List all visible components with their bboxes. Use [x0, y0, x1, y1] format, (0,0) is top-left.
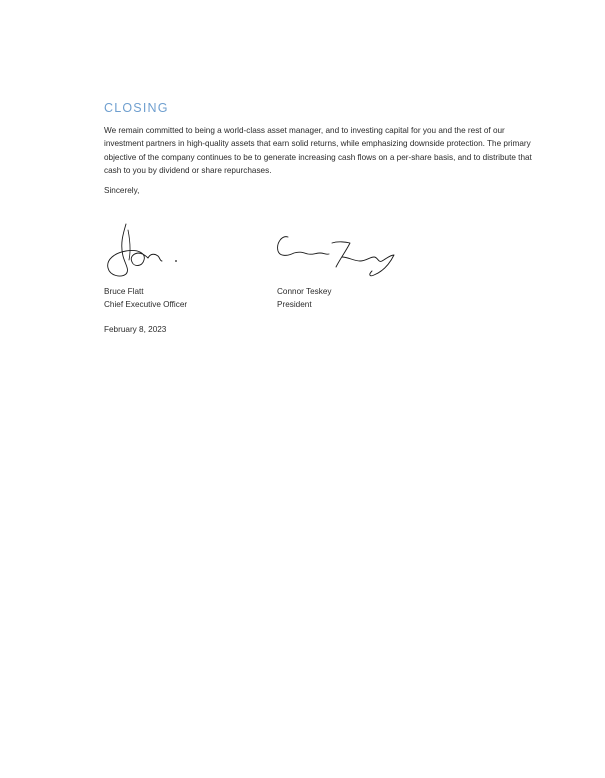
signer-name: Connor Teskey: [277, 287, 332, 296]
signer-block-president: [277, 285, 331, 312]
signer-title: President: [277, 300, 312, 310]
signer-block-ceo: [104, 285, 187, 312]
sincerely-text: Sincerely,: [104, 186, 140, 195]
signer-title: Chief Executive Officer: [104, 300, 188, 310]
closing-paragraph: We remain committed to being a world-class asset manager, and to investing capital for you and the rest of our investment partners in high-quality assets that earn solid returns, while emphasizing downside protection. The primary objective of the company continues to be to generate increasing cash flows on a per-share basis, and to distribute that cash to you by dividend or share repurchases.: [104, 126, 532, 176]
letter-date: February 8, 2023: [104, 325, 167, 334]
signature-bruce-flatt: [104, 220, 184, 278]
section-heading: CLOSING: [104, 101, 169, 115]
signature-connor-teskey: [274, 233, 400, 279]
signer-name: Bruce Flatt: [104, 287, 144, 296]
